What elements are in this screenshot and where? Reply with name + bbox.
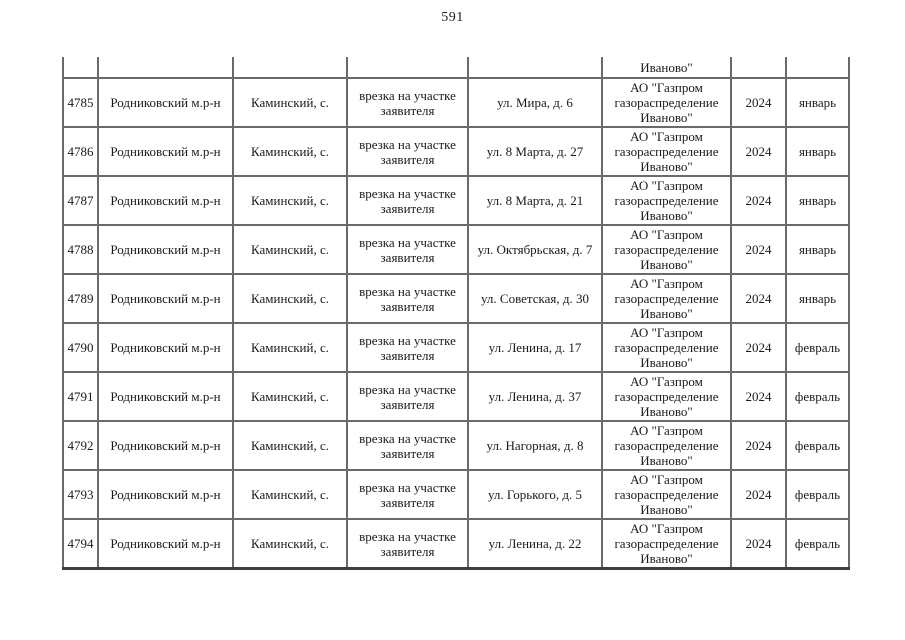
cell-work-type: врезка на участке заявителя	[347, 470, 468, 519]
cell-month: январь	[786, 225, 849, 274]
cell-work-type: врезка на участке заявителя	[347, 225, 468, 274]
table-row	[63, 176, 849, 225]
cell-work-type: врезка на участке заявителя	[347, 323, 468, 372]
table-body	[63, 57, 849, 569]
cell-settlement: Каминский, с.	[233, 78, 347, 127]
table-row	[63, 470, 849, 519]
cell-district: Родниковский м.р-н	[98, 519, 233, 569]
cell-month: февраль	[786, 519, 849, 569]
cell-organization: АО "Газпром газораспределение Иваново"	[602, 176, 731, 225]
cell-work-type: врезка на участке заявителя	[347, 78, 468, 127]
cell-address: ул. Ленина, д. 22	[468, 519, 602, 569]
cell-organization: АО "Газпром газораспределение Иваново"	[602, 127, 731, 176]
cell-organization: АО "Газпром газораспределение Иваново"	[602, 225, 731, 274]
cell-organization: АО "Газпром газораспределение Иваново"	[602, 372, 731, 421]
table-row	[63, 372, 849, 421]
cell-month: январь	[786, 78, 849, 127]
cell-settlement: Каминский, с.	[233, 274, 347, 323]
cell-year: 2024	[731, 372, 786, 421]
cell-settlement: Каминский, с.	[233, 470, 347, 519]
table-row	[63, 127, 849, 176]
cell-row-number: 4792	[63, 421, 98, 470]
page-number: 591	[441, 10, 464, 25]
cell-work-type: врезка на участке заявителя	[347, 274, 468, 323]
cell-district	[98, 57, 233, 78]
table-row	[63, 519, 849, 569]
cell-year: 2024	[731, 78, 786, 127]
cell-address: ул. Мира, д. 6	[468, 78, 602, 127]
cell-year: 2024	[731, 225, 786, 274]
cell-month: февраль	[786, 470, 849, 519]
cell-district: Родниковский м.р-н	[98, 274, 233, 323]
cell-row-number: 4786	[63, 127, 98, 176]
cell-row-number: 4788	[63, 225, 98, 274]
cell-organization: АО "Газпром газораспределение Иваново"	[602, 470, 731, 519]
cell-organization: АО "Газпром газораспределение Иваново"	[602, 274, 731, 323]
cell-address: ул. Нагорная, д. 8	[468, 421, 602, 470]
cell-organization: Иваново"	[602, 57, 731, 78]
table-row	[63, 323, 849, 372]
cell-row-number: 4791	[63, 372, 98, 421]
cell-row-number: 4785	[63, 78, 98, 127]
cell-organization: АО "Газпром газораспределение Иваново"	[602, 519, 731, 569]
cell-row-number: 4793	[63, 470, 98, 519]
cell-address	[468, 57, 602, 78]
cell-settlement: Каминский, с.	[233, 225, 347, 274]
cell-district: Родниковский м.р-н	[98, 176, 233, 225]
carryover-row	[63, 57, 849, 78]
table-row	[63, 421, 849, 470]
cell-work-type	[347, 57, 468, 78]
cell-work-type: врезка на участке заявителя	[347, 372, 468, 421]
cell-settlement: Каминский, с.	[233, 323, 347, 372]
cell-year	[731, 57, 786, 78]
cell-organization: АО "Газпром газораспределение Иваново"	[602, 323, 731, 372]
cell-address: ул. Ленина, д. 17	[468, 323, 602, 372]
cell-year: 2024	[731, 127, 786, 176]
cell-month: январь	[786, 176, 849, 225]
cell-organization: АО "Газпром газораспределение Иваново"	[602, 421, 731, 470]
cell-address: ул. Горького, д. 5	[468, 470, 602, 519]
cell-work-type: врезка на участке заявителя	[347, 519, 468, 569]
cell-year: 2024	[731, 519, 786, 569]
registry-table	[62, 57, 850, 570]
cell-row-number: 4789	[63, 274, 98, 323]
cell-month: январь	[786, 127, 849, 176]
cell-district: Родниковский м.р-н	[98, 78, 233, 127]
cell-year: 2024	[731, 274, 786, 323]
cell-row-number	[63, 57, 98, 78]
cell-month: январь	[786, 274, 849, 323]
cell-district: Родниковский м.р-н	[98, 421, 233, 470]
cell-month: февраль	[786, 421, 849, 470]
cell-district: Родниковский м.р-н	[98, 127, 233, 176]
cell-row-number: 4787	[63, 176, 98, 225]
cell-year: 2024	[731, 323, 786, 372]
cell-district: Родниковский м.р-н	[98, 470, 233, 519]
cell-month: февраль	[786, 372, 849, 421]
cell-month	[786, 57, 849, 78]
cell-year: 2024	[731, 176, 786, 225]
cell-row-number: 4790	[63, 323, 98, 372]
cell-address: ул. 8 Марта, д. 27	[468, 127, 602, 176]
cell-settlement: Каминский, с.	[233, 421, 347, 470]
table-row	[63, 78, 849, 127]
table-row	[63, 225, 849, 274]
cell-address: ул. Октябрьская, д. 7	[468, 225, 602, 274]
cell-address: ул. Советская, д. 30	[468, 274, 602, 323]
cell-settlement: Каминский, с.	[233, 372, 347, 421]
cell-address: ул. Ленина, д. 37	[468, 372, 602, 421]
cell-work-type: врезка на участке заявителя	[347, 127, 468, 176]
table-row	[63, 274, 849, 323]
cell-district: Родниковский м.р-н	[98, 225, 233, 274]
cell-organization: АО "Газпром газораспределение Иваново"	[602, 78, 731, 127]
cell-work-type: врезка на участке заявителя	[347, 176, 468, 225]
cell-work-type: врезка на участке заявителя	[347, 421, 468, 470]
cell-year: 2024	[731, 470, 786, 519]
cell-year: 2024	[731, 421, 786, 470]
cell-address: ул. 8 Марта, д. 21	[468, 176, 602, 225]
cell-district: Родниковский м.р-н	[98, 323, 233, 372]
cell-month: февраль	[786, 323, 849, 372]
cell-district: Родниковский м.р-н	[98, 372, 233, 421]
cell-settlement: Каминский, с.	[233, 176, 347, 225]
cell-settlement	[233, 57, 347, 78]
cell-row-number: 4794	[63, 519, 98, 569]
cell-settlement: Каминский, с.	[233, 127, 347, 176]
cell-settlement: Каминский, с.	[233, 519, 347, 569]
